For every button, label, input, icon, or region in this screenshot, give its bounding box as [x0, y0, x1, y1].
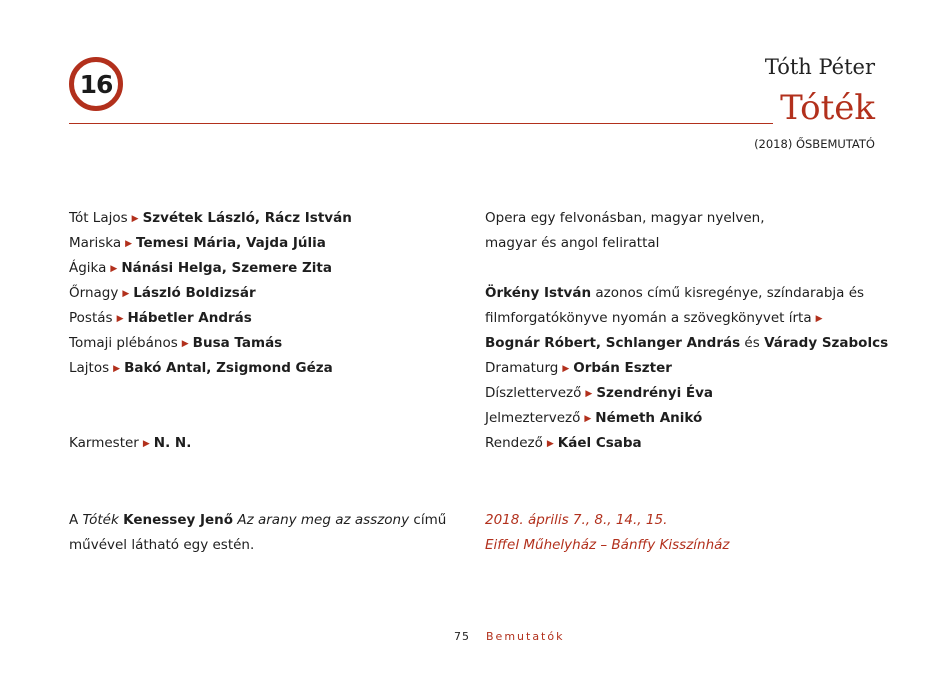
conjunction: és	[744, 335, 760, 351]
crew-row	[485, 381, 885, 406]
triangle-arrow-icon: ▶	[131, 214, 139, 224]
crew-role: Dramaturg	[485, 360, 559, 376]
crew-role: Jelmeztervező	[485, 410, 581, 426]
production-number: 16	[79, 69, 113, 99]
crew-role: Rendező	[485, 435, 543, 451]
conductor-name: N. N.	[153, 435, 192, 451]
libretto-source-author: Örkény István	[485, 285, 592, 301]
cast-role: Tomaji plébános	[69, 335, 178, 351]
crew-row	[485, 406, 885, 431]
cast-actors: László Boldizsár	[133, 285, 256, 301]
cast-list	[69, 206, 459, 381]
double-bill-note	[69, 508, 459, 558]
cast-role: Mariska	[69, 235, 122, 251]
note-suffix: című	[413, 512, 447, 528]
triangle-arrow-icon: ▶	[116, 314, 124, 324]
performance-dates: 2018. április 7., 8., 14., 15.	[485, 512, 668, 528]
cast-role: Tót Lajos	[69, 210, 128, 226]
note-composer: Kenessey Jenő	[123, 512, 234, 528]
cast-actors: Hábetler András	[127, 310, 252, 326]
credits-block	[485, 281, 889, 456]
crew-row	[485, 356, 885, 381]
note-line-2: művével látható egy estén.	[69, 537, 255, 553]
cast-row	[69, 331, 459, 356]
production-number-badge	[69, 57, 123, 111]
libretto-line-1: azonos című kisregénye, színdarabja és	[595, 285, 865, 301]
description-line-1: Opera egy felvonásban, magyar nyelven,	[485, 210, 765, 226]
description-line-2: magyar és angol felirattal	[485, 235, 660, 251]
triangle-arrow-icon: ▶	[142, 439, 150, 449]
cast-role: Lajtos	[69, 360, 110, 376]
libretto-line-2: filmforgatókönyve nyomán a szövegkönyvet írta	[485, 310, 812, 326]
page-number: 75	[454, 630, 470, 643]
crew-row	[485, 431, 885, 456]
triangle-arrow-icon: ▶	[181, 339, 189, 349]
performance-info	[485, 508, 885, 558]
cast-actors: Busa Tamás	[192, 335, 283, 351]
triangle-arrow-icon: ▶	[562, 364, 570, 374]
cast-role: Postás	[69, 310, 113, 326]
triangle-arrow-icon: ▶	[584, 414, 592, 424]
cast-row	[69, 231, 459, 256]
conductor-role: Karmester	[69, 435, 139, 451]
cast-row	[69, 281, 459, 306]
triangle-arrow-icon: ▶	[546, 439, 554, 449]
cast-role: Ágika	[69, 260, 107, 276]
cast-actors: Szvétek László, Rácz István	[142, 210, 352, 226]
librettist-2: Várady Szabolcs	[764, 335, 889, 351]
note-other-work: Az arany meg az asszony	[237, 512, 410, 528]
cast-actors: Nánási Helga, Szemere Zita	[121, 260, 332, 276]
production-description	[485, 206, 885, 256]
crew-name: Szendrényi Éva	[596, 385, 714, 401]
triangle-arrow-icon: ▶	[110, 264, 118, 274]
performance-venue: Eiffel Műhelyház – Bánffy Kisszínház	[485, 537, 730, 553]
triangle-arrow-icon: ▶	[122, 289, 130, 299]
triangle-arrow-icon: ▶	[113, 364, 121, 374]
cast-actors: Bakó Antal, Zsigmond Géza	[124, 360, 333, 376]
cast-actors: Temesi Mária, Vajda Júlia	[136, 235, 326, 251]
crew-name: Németh Anikó	[595, 410, 703, 426]
note-prefix: A	[69, 512, 79, 528]
cast-row	[69, 356, 459, 381]
crew-name: Káel Csaba	[557, 435, 642, 451]
cast-row	[69, 206, 459, 231]
premiere-subtitle: (2018) ŐSBEMUTATÓ	[754, 137, 875, 151]
triangle-arrow-icon: ▶	[815, 314, 823, 324]
section-name: Bemutatók	[486, 630, 565, 643]
triangle-arrow-icon: ▶	[585, 389, 593, 399]
composer-name: Tóth Péter	[764, 55, 875, 79]
crew-name: Orbán Eszter	[573, 360, 672, 376]
page-title: Tóték	[780, 88, 875, 128]
conductor-line	[69, 431, 459, 456]
crew-role: Díszlettervező	[485, 385, 582, 401]
cast-row	[69, 306, 459, 331]
cast-row	[69, 256, 459, 281]
triangle-arrow-icon: ▶	[125, 239, 133, 249]
note-work-title: Tóték	[82, 512, 119, 528]
header-rule	[69, 123, 773, 124]
cast-role: Őrnagy	[69, 285, 119, 301]
librettists: Bognár Róbert, Schlanger András	[485, 335, 741, 351]
